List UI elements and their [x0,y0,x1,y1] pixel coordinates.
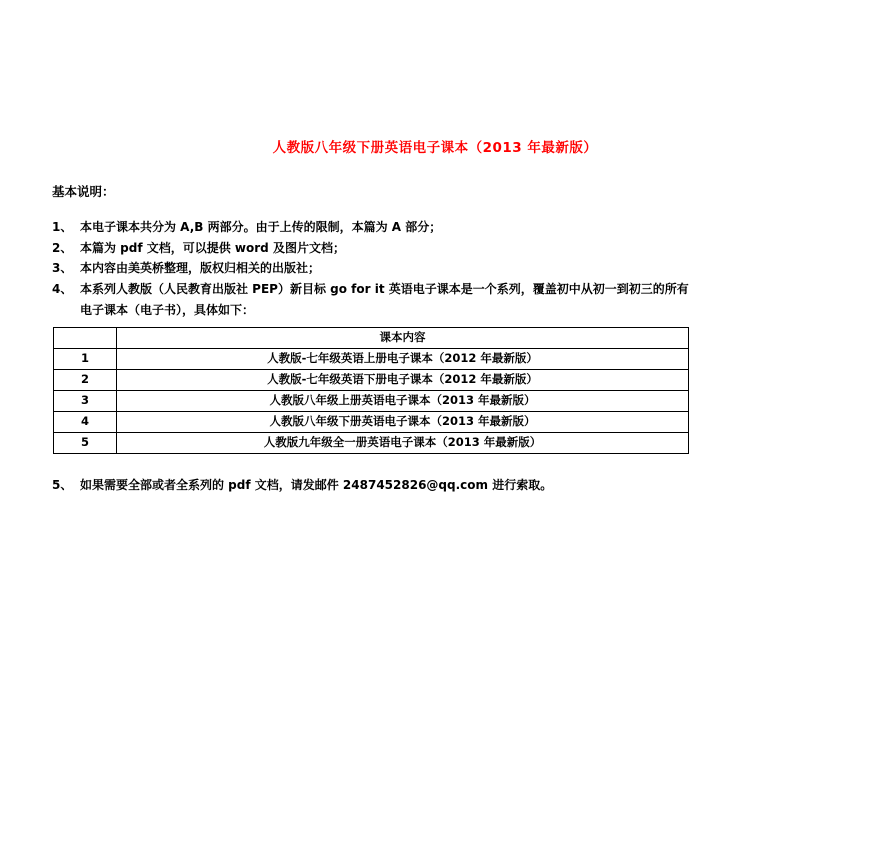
list-item-text: 本系列人教版（人民教育出版社 PEP）新目标 go for it 英语电子课本是一个系列，覆盖初中从初一到初三的所有 [80,281,689,296]
table-header-index [54,328,117,349]
table-row [54,433,689,454]
table-cell-index: 2 [54,370,117,391]
table-cell-name: 人教版八年级下册英语电子课本（2013 年最新版） [117,412,689,433]
table-row [54,349,689,370]
contact-note-number: 5、 [52,478,73,493]
table-row [54,412,689,433]
list-item-number: 4、 [52,281,73,296]
contact-note-text: 如果需要全部或者全系列的 pdf 文档，请发邮件 2487452826@qq.com 进行索取。 [80,478,553,493]
list-item [52,280,818,299]
list-item-number: 3、 [52,261,73,276]
list-item-text: 本电子课本共分为 A,B 两部分。由于上传的限制，本篇为 A 部分； [80,220,442,235]
list-item-continuation: 电子课本（电子书），具体如下： [80,302,255,317]
list-item-text: 本内容由美英桥整理，版权归相关的出版社； [80,261,321,276]
page-title: 人教版八年级下册英语电子课本（2013 年最新版） [272,140,598,156]
table-cell-name: 人教版-七年级英语上册电子课本（2012 年最新版） [117,349,689,370]
table-cell-name: 人教版-七年级英语下册电子课本（2012 年最新版） [117,370,689,391]
contact-note [52,476,818,493]
list-item-number: 1、 [52,220,73,235]
list-item [52,259,818,278]
table-row [54,370,689,391]
table-cell-index: 5 [54,433,117,454]
table-cell-index: 1 [54,349,117,370]
list-item-number: 2、 [52,240,73,255]
list-item-text: 本篇为 pdf 文档，可以提供 word 及图片文档； [80,240,345,255]
list-item [52,218,818,237]
list-item [52,239,818,258]
table-cell-index: 4 [54,412,117,433]
table-cell-name: 人教版九年级全一册英语电子课本（2013 年最新版） [117,433,689,454]
table-header-content: 课本内容 [117,328,689,349]
table-header-row [54,328,689,349]
table-row [54,391,689,412]
table-cell-index: 3 [54,391,117,412]
course-table [53,327,689,454]
section-heading: 基本说明： [52,184,115,200]
document-body [52,140,818,493]
table-cell-name: 人教版八年级上册英语电子课本（2013 年最新版） [117,391,689,412]
